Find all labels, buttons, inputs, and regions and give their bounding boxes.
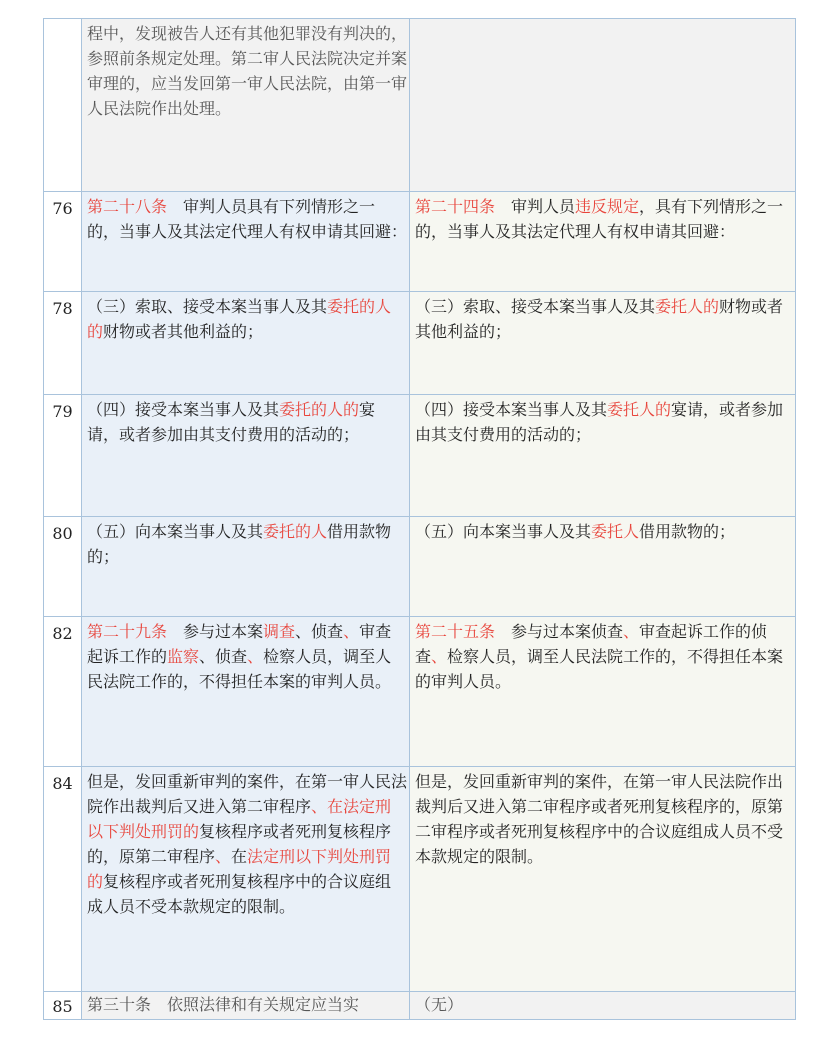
changed-text: 第二十四条 (415, 197, 496, 216)
text-segment: 借用款物的； (87, 522, 392, 566)
text-segment: 复核程序或者死刑复核程序中的合议庭组成人员不受本款规定的限制。 (87, 872, 392, 916)
row-number (44, 19, 82, 192)
text-segment: （五）向本案当事人及其 (415, 522, 592, 541)
new-law-text-cell (82, 767, 410, 992)
new-law-text-cell (82, 617, 410, 767)
changed-text: 、 (343, 622, 360, 641)
table-row (44, 767, 796, 992)
new-law-text-cell (82, 395, 410, 517)
text-segment: 第三十条 依照法律和有关规定应当实 (87, 995, 360, 1014)
comparison-table (43, 18, 796, 1020)
text-segment: 检察人员，调至人民法院工作的，不得担任本案的审判人员。 (415, 647, 784, 691)
table-row (44, 292, 796, 395)
text-segment: 审判人员 (495, 197, 576, 216)
changed-text: 委托人的 (607, 400, 672, 419)
text-segment: 审查起诉工作的 (87, 622, 392, 666)
text-segment: 参与过本案侦查 (495, 622, 624, 641)
old-law-text-cell (410, 292, 796, 395)
text-segment: 但是，发回重新审判的案件，在第一审人民法院作出裁判后又进入第二审程序 (87, 772, 408, 816)
table-row (44, 617, 796, 767)
old-law-text-cell (410, 992, 796, 1020)
new-law-text-cell (82, 192, 410, 292)
old-law-text-cell (410, 395, 796, 517)
changed-text: 、 (247, 647, 264, 666)
text-segment: 审判人员具有下列情形之一的，当事人及其法定代理人有权申请其回避： (87, 197, 408, 241)
new-law-text-cell (82, 517, 410, 617)
row-number: 82 (44, 617, 82, 767)
old-law-text-cell (410, 19, 796, 192)
text-segment: （无） (415, 995, 464, 1014)
text-segment: （四）接受本案当事人及其 (415, 400, 608, 419)
text-segment: 宴请，或者参加由其支付费用的活动的； (87, 400, 376, 444)
text-segment: 但是，发回重新审判的案件，在第一审人民法院作出裁判后又进入第二审程序或者死刑复核程序的，原第二审程序或者死刑复核程序中的合议庭组成人员不受本款规定的限制。 (415, 772, 784, 866)
row-number: 79 (44, 395, 82, 517)
changed-text: 、 (215, 847, 232, 866)
text-segment: （五）向本案当事人及其 (87, 522, 264, 541)
old-law-text-cell (410, 192, 796, 292)
text-segment: （四）接受本案当事人及其 (87, 400, 280, 419)
table-row (44, 19, 796, 192)
changed-text: 委托的人的 (87, 297, 392, 341)
changed-text: 法定刑以下判处刑罚的 (87, 847, 392, 891)
text-segment: 财物或者其他利益的； (415, 297, 784, 341)
table-row (44, 992, 796, 1020)
changed-text: 、 (623, 622, 640, 641)
text-segment: 审查起诉工作的侦查 (415, 622, 768, 666)
row-number: 76 (44, 192, 82, 292)
old-law-text-cell (410, 767, 796, 992)
new-law-text-cell (82, 992, 410, 1020)
changed-text: 监察 (167, 647, 200, 666)
text-segment: ，具有下列情形之一的，当事人及其法定代理人有权申请其回避： (415, 197, 784, 241)
text-segment: 、侦查 (295, 622, 344, 641)
comparison-table-body (44, 19, 796, 1020)
old-law-text-cell (410, 617, 796, 767)
text-segment: 财物或者其他利益的； (103, 322, 264, 341)
text-segment: 检察人员，调至人民法院工作的，不得担任本案的审判人员。 (87, 647, 392, 691)
text-segment: （三）索取、接受本案当事人及其 (415, 297, 656, 316)
changed-text: 调查 (263, 622, 296, 641)
table-row (44, 192, 796, 292)
text-segment: 、侦查 (199, 647, 248, 666)
old-law-text-cell (410, 517, 796, 617)
text-segment: 借用款物的； (639, 522, 736, 541)
changed-text: 第二十八条 (87, 197, 168, 216)
changed-text: 第二十五条 (415, 622, 496, 641)
row-number: 85 (44, 992, 82, 1020)
changed-text: 第二十九条 (87, 622, 168, 641)
text-segment: 复核程序或者死刑复核程序的，原第二审程序 (87, 822, 392, 866)
changed-text: 委托的人的 (279, 400, 360, 419)
row-number: 80 (44, 517, 82, 617)
row-number: 78 (44, 292, 82, 395)
changed-text: 、在法定刑以下判处刑罚的 (87, 797, 392, 841)
table-row (44, 395, 796, 517)
table-row (44, 517, 796, 617)
new-law-text-cell (82, 292, 410, 395)
changed-text: 委托人的 (655, 297, 720, 316)
text-segment: 参与过本案 (167, 622, 264, 641)
text-segment: 宴请，或者参加由其支付费用的活动的； (415, 400, 784, 444)
text-segment: 在 (231, 847, 248, 866)
row-number: 84 (44, 767, 82, 992)
text-segment: 程中，发现被告人还有其他犯罪没有判决的，参照前条规定处理。第二审人民法院决定并案审理的，应当发回第一审人民法院，由第一审人民法院作出处理。 (87, 24, 408, 118)
text-segment: （三）索取、接受本案当事人及其 (87, 297, 328, 316)
changed-text: 委托人 (591, 522, 640, 541)
new-law-text-cell (82, 19, 410, 192)
changed-text: 委托的人 (263, 522, 328, 541)
changed-text: 违反规定 (575, 197, 640, 216)
changed-text: 、 (431, 647, 448, 666)
